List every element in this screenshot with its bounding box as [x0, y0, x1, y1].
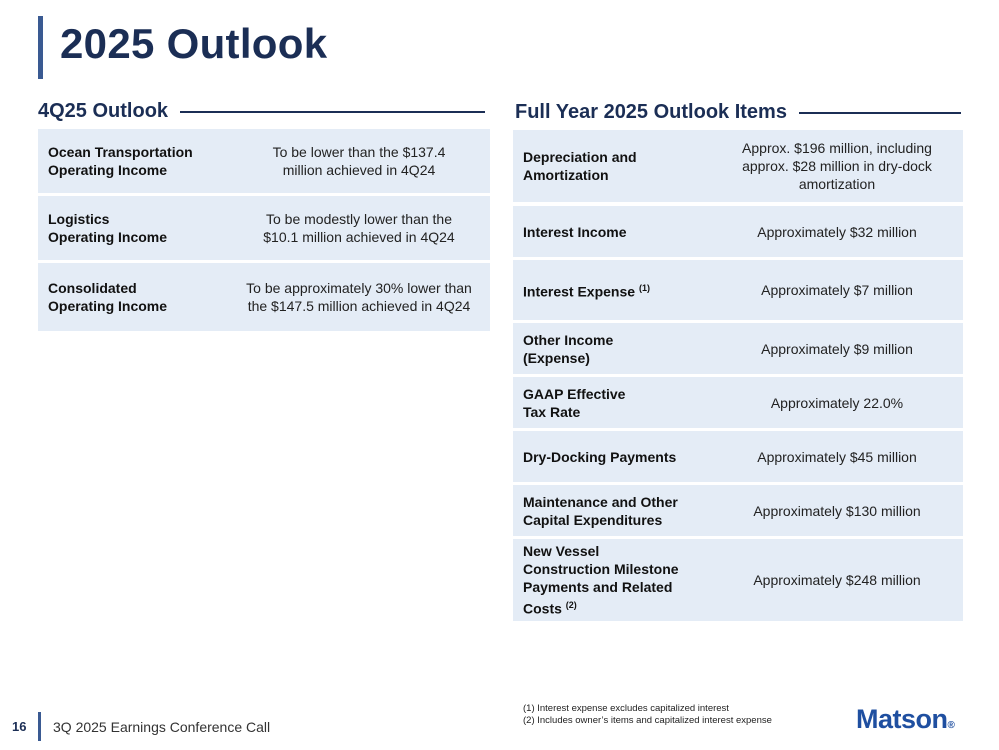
- row-value: To be modestly lower than the $10.1 million achieved in 4Q24: [263, 211, 455, 245]
- row-label-line: Other Income: [523, 331, 614, 348]
- row-label-line: Dry-Docking Payments: [523, 448, 677, 465]
- footnote-marker: (2): [565, 600, 577, 611]
- table-row: [513, 260, 963, 320]
- row-label-line: [523, 596, 713, 618]
- row-value: To be lower than the $137.4 million achieved in 4Q24: [272, 144, 446, 178]
- table-row: [38, 129, 490, 193]
- row-label-line: Interest Income: [523, 223, 627, 240]
- footnote: (1) Interest expense excludes capitalized interest: [523, 703, 729, 714]
- row-value: Approximately $7 million: [761, 282, 913, 298]
- table-row: [513, 130, 963, 202]
- registered-mark: ®: [947, 720, 955, 731]
- section-heading-label: 4Q25 Outlook: [38, 100, 169, 122]
- logo-wordmark: Matson: [856, 704, 948, 734]
- table-row: [38, 263, 490, 331]
- row-label-line: Payments and Related: [523, 579, 673, 596]
- row-value: Approx. $196 million, including approx. $28 million in dry-dock amortization: [742, 140, 932, 192]
- table-row: [513, 485, 963, 536]
- row-label-line: Maintenance and Other: [523, 493, 678, 510]
- row-label-line: Tax Rate: [523, 403, 581, 420]
- row-value: Approximately $32 million: [757, 223, 917, 240]
- row-label-line: GAAP Effective: [523, 385, 626, 402]
- row-label: [513, 331, 713, 367]
- section-heading-4q25: [38, 100, 485, 123]
- matson-logo: [856, 704, 954, 735]
- table-row: [513, 539, 963, 621]
- row-label: [38, 210, 238, 246]
- row-label: [513, 542, 713, 618]
- row-label: [38, 143, 238, 179]
- footer-divider: [38, 712, 41, 741]
- row-value: Approximately $130 million: [753, 502, 921, 519]
- table-row: [513, 323, 963, 374]
- row-label-line: Ocean Transportation: [48, 144, 193, 160]
- row-label-line: Operating Income: [48, 298, 168, 314]
- row-label-line: Depreciation and: [523, 149, 637, 165]
- row-label-line: Operating Income: [48, 229, 168, 245]
- footer-caption: 3Q 2025 Earnings Conference Call: [53, 719, 271, 735]
- row-label-text: Costs: [523, 600, 562, 617]
- row-label-line: Consolidated: [48, 280, 137, 296]
- row-label: [513, 385, 713, 421]
- row-label-line: Interest Expense: [523, 283, 636, 300]
- row-label-line: New Vessel: [523, 543, 600, 560]
- row-label-line: (Expense): [523, 349, 590, 366]
- row-value: Approximately $248 million: [753, 572, 921, 588]
- row-label-line: Capital Expenditures: [523, 511, 663, 528]
- row-label-line: Operating Income: [48, 162, 168, 178]
- row-value: Approximately $9 million: [761, 340, 913, 357]
- page-number: 16: [12, 719, 27, 734]
- footnote: (2) Includes owner’s items and capitalized interest expense: [523, 715, 772, 726]
- row-label-line: Logistics: [48, 211, 110, 227]
- row-value: Approximately $45 million: [757, 448, 917, 465]
- row-label-line: Construction Milestone: [523, 561, 679, 578]
- row-value: Approximately 22.0%: [770, 394, 904, 411]
- title-accent-bar: [38, 16, 43, 79]
- row-label: [513, 493, 713, 529]
- row-label: [513, 148, 713, 184]
- page-title: 2025 Outlook: [60, 20, 328, 67]
- footnote-marker: (1): [638, 283, 650, 294]
- heading-rule: [180, 111, 485, 113]
- row-label: [513, 448, 713, 466]
- table-row: [513, 206, 963, 257]
- row-value: To be approximately 30% lower than the $147.5 million achieved in 4Q24: [246, 280, 472, 314]
- footnotes: [523, 703, 772, 727]
- heading-rule: [799, 112, 961, 114]
- section-heading-full-year: [515, 101, 961, 124]
- table-row: [513, 377, 963, 428]
- table-row: [513, 431, 963, 482]
- row-label: [513, 279, 713, 301]
- table-row: [38, 196, 490, 260]
- section-heading-label: Full Year 2025 Outlook Items: [515, 101, 787, 123]
- row-label-line: Amortization: [523, 167, 609, 183]
- row-label: [513, 223, 713, 241]
- row-label: [38, 279, 238, 315]
